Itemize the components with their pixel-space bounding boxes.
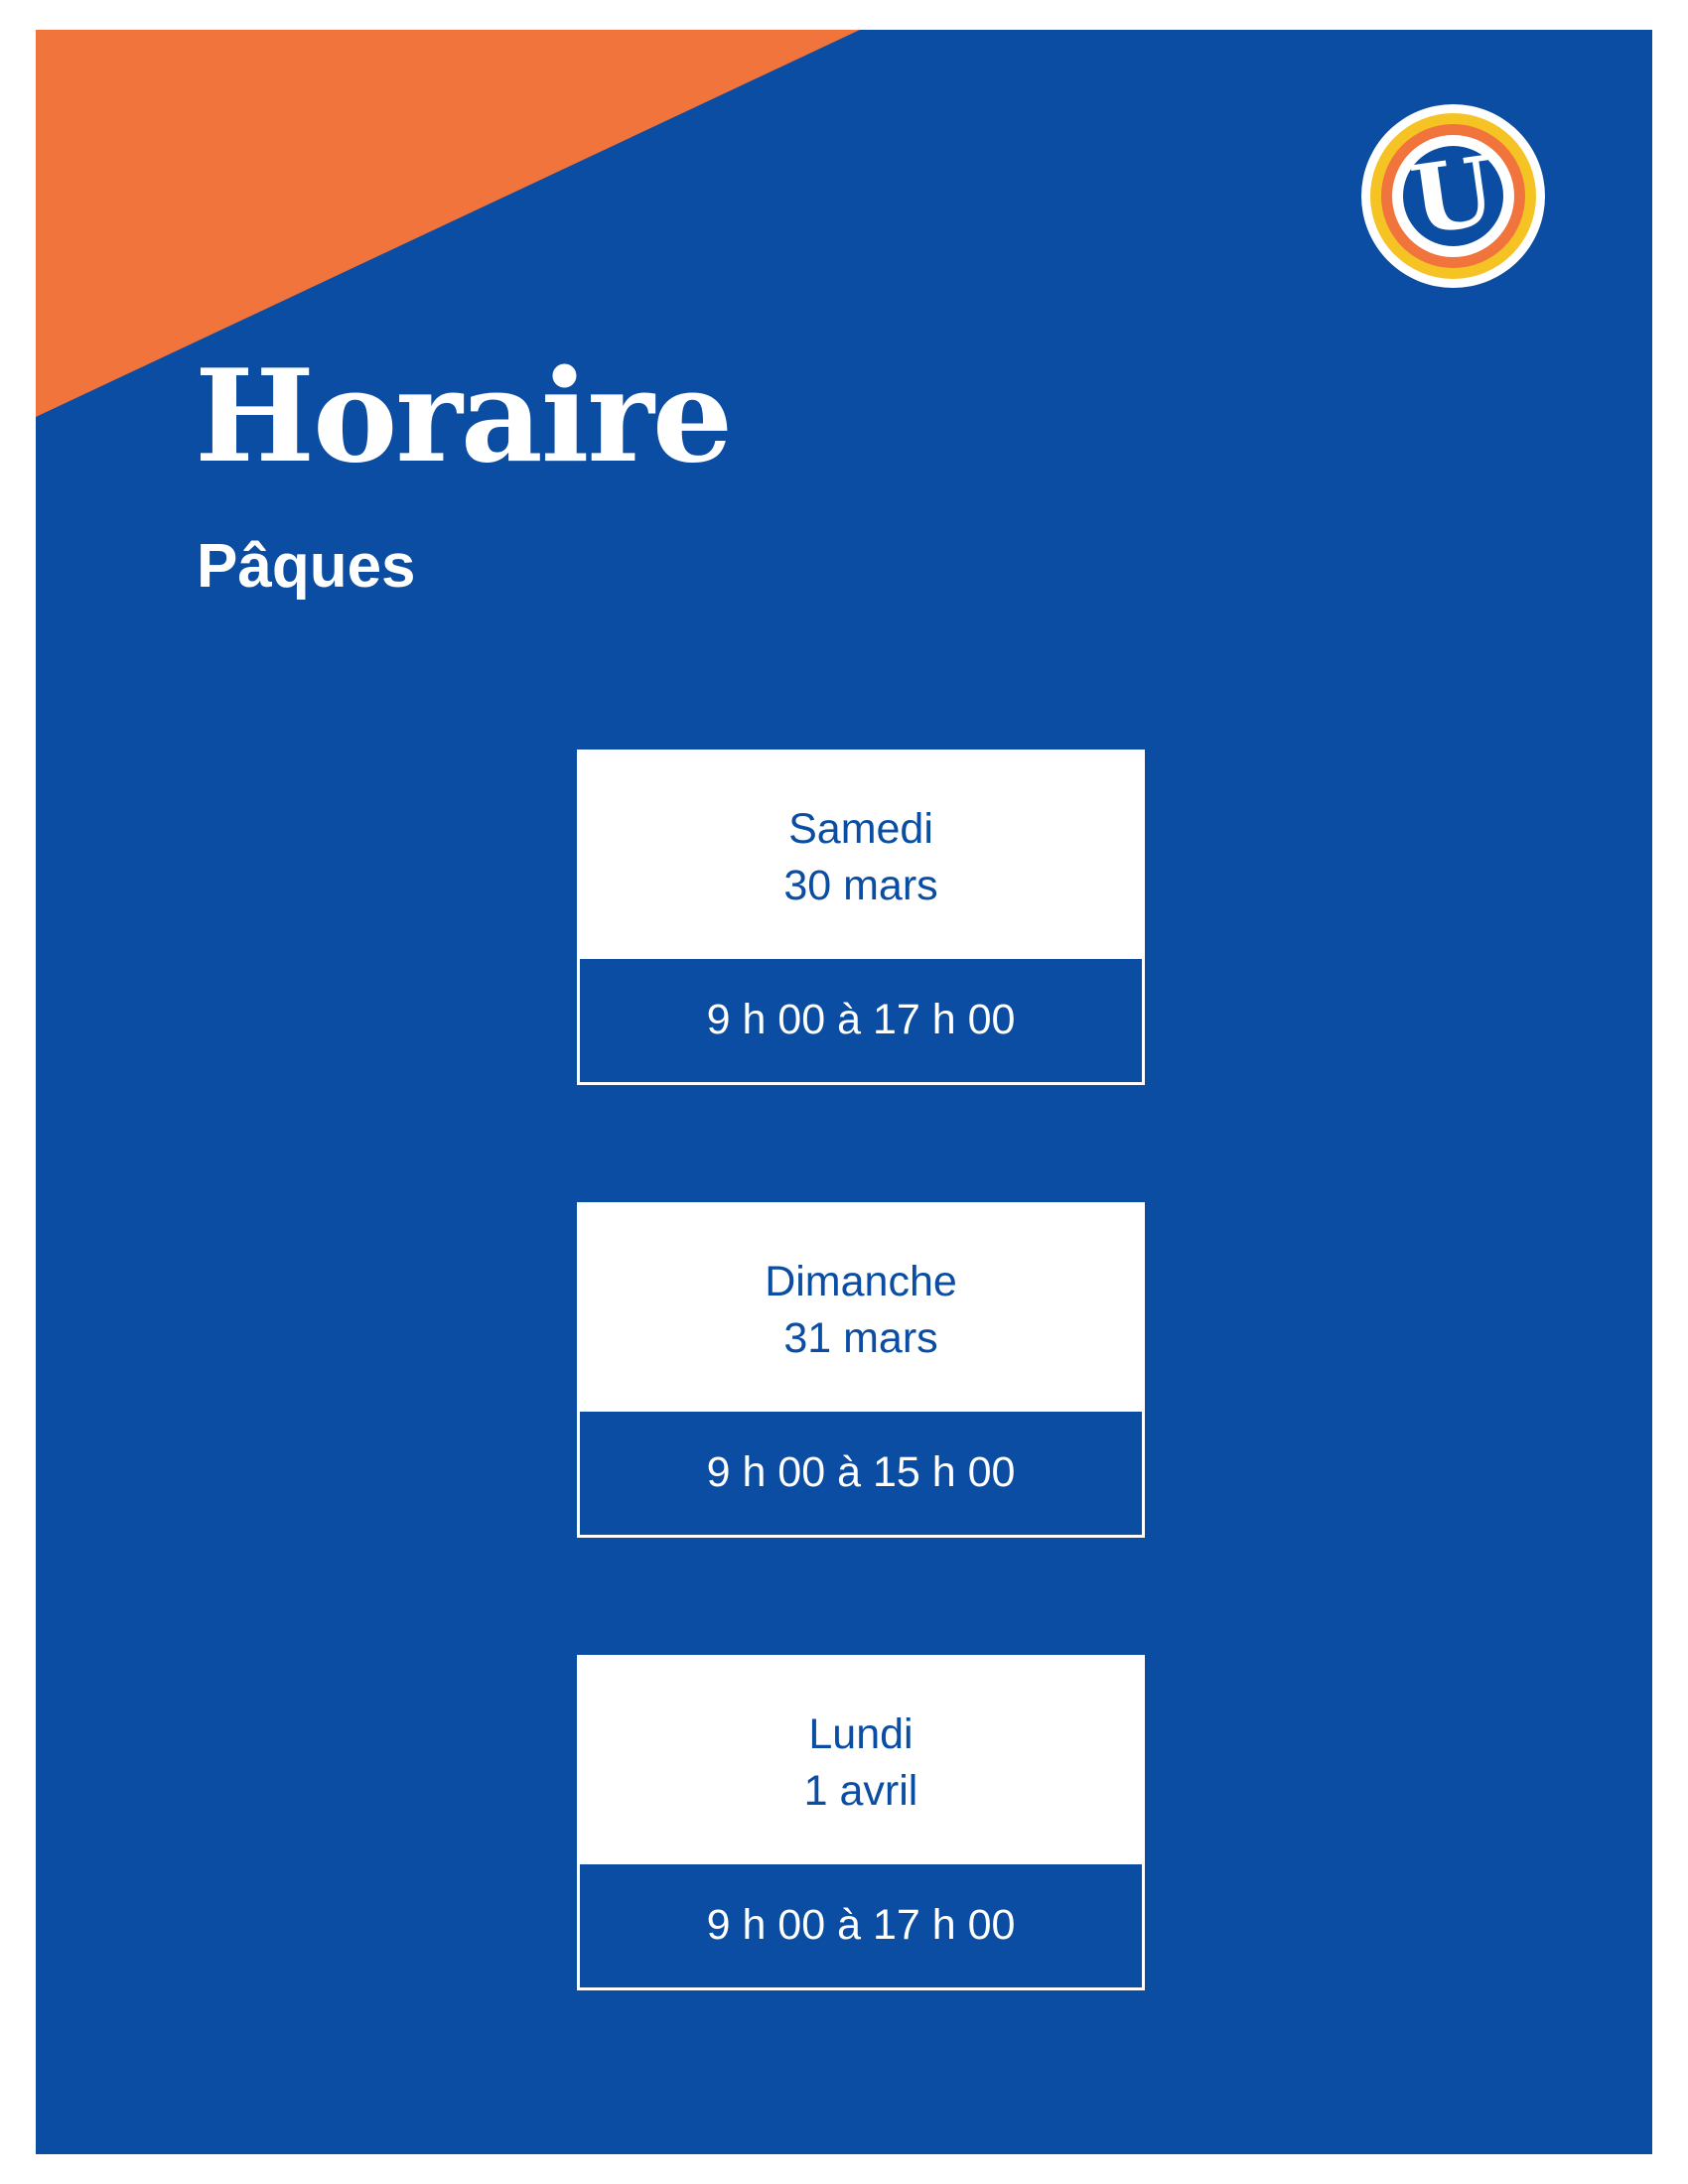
schedule-date: 30 mars <box>783 862 938 909</box>
schedule-card-header <box>577 750 1145 956</box>
schedule-day: Dimanche <box>765 1258 957 1305</box>
schedule-day: Samedi <box>788 805 933 853</box>
brand-logo <box>1361 104 1545 288</box>
schedule-card-header <box>577 1202 1145 1409</box>
schedule-hours: 9 h 00 à 15 h 00 <box>577 1409 1145 1538</box>
page-subtitle: Pâques <box>197 532 416 601</box>
logo-letter: U <box>1404 135 1502 257</box>
schedule-card-header <box>577 1655 1145 1861</box>
schedule-list <box>577 750 1145 1990</box>
schedule-card <box>577 1655 1145 1990</box>
schedule-date: 31 mars <box>783 1314 938 1362</box>
schedule-day: Lundi <box>808 1710 914 1758</box>
schedule-date: 1 avril <box>803 1767 918 1815</box>
page-title: Horaire <box>195 342 732 491</box>
poster <box>36 30 1652 2154</box>
schedule-card <box>577 750 1145 1085</box>
schedule-hours: 9 h 00 à 17 h 00 <box>577 1861 1145 1990</box>
schedule-hours: 9 h 00 à 17 h 00 <box>577 956 1145 1085</box>
schedule-card <box>577 1202 1145 1538</box>
